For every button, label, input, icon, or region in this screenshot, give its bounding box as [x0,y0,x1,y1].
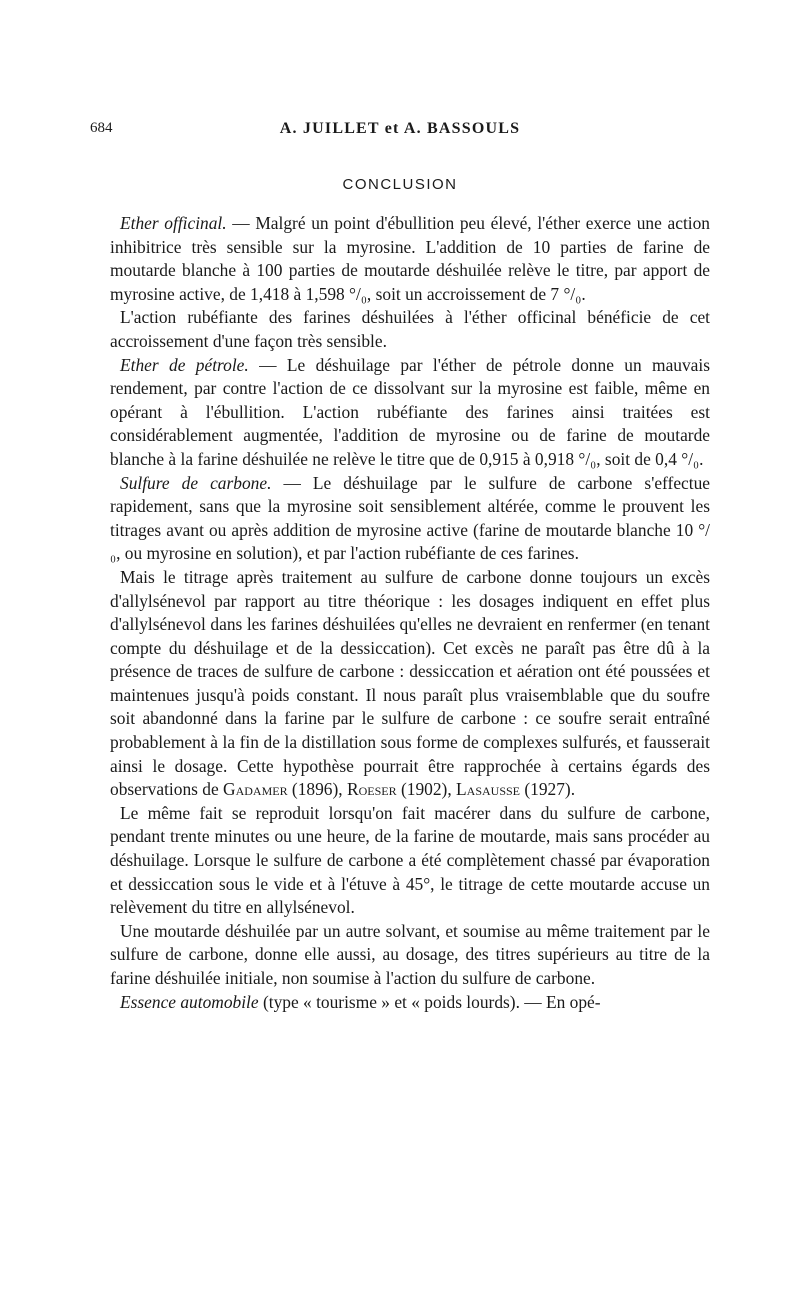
paragraph-text: Le même fait se reproduit lorsqu'on fait macérer dans du sulfure de carbone, pendant trente minutes ou une heure, de la farine de moutarde, mais sans procéder au déshuilage. Lorsque le sulfure de carbone a été complètement chassé par évaporation et dessiccation sous le vide et à l'étuve à 45°, le titrage de cette moutarde accuse un relèvement du titre en allylsénevol. [110,802,710,918]
paragraph-text: — Malgré un point d'ébullition peu élevé, l'éther exerce une action inhibitrice très sensible sur la myrosine. L'addition de 10 parties de farine de moutarde blanche à 100 parties de moutarde déshuilée relève le titre, par apport de myrosine active, de 1,418 à 1,598 °/₀, soit un accroissement de 7 °/₀. [110,213,711,304]
paragraph-autre-solvant [110,920,710,991]
author-reference: Roeser [347,779,397,800]
page-number: 684 [90,120,113,136]
paragraph-ether-petrole [110,354,710,472]
author-reference: Gadamer [223,779,288,800]
page-header [90,120,710,140]
author-reference: Lasausse [456,779,521,800]
paragraph-ether-officinal [110,212,710,306]
paragraph-action-rubefiante [110,306,710,353]
paragraph-sulfure-carbone [110,472,710,566]
paragraph-lead: Essence automobile [120,991,259,1012]
running-title: A. JUILLET et A. BASSOULS [279,120,521,137]
reference-year: (1896), [287,779,347,800]
section-heading: CONCLUSION [342,176,458,193]
paragraph-text: L'action rubéfiante des farines déshuilées à l'éther officinal bénéficie de cet accroissement d'une façon très sensible. [110,307,710,351]
paragraph-text: — Le déshuilage par l'éther de pétrole donne un mauvais rendement, par contre l'action de ce dissolvant sur la myrosine est faible, même en opérant à l'ébullition. L'action rubéfiante des farines ainsi traitées est considérablement augmentée, l'addition de myrosine ou de farine de moutarde blanche à la farine déshuilée ne relève le titre que de 0,915 à 0,918 °/₀, soit de 0,4 °/₀. [110,354,710,469]
body-text [110,212,710,1014]
paragraph-text: Une moutarde déshuilée par un autre solvant, et soumise au même traitement par le sulfure de carbone, donne elle aussi, au dosage, des titres supérieurs au titre de la farine déshuilée initiale, non soumise à l'action du sulfure de carbone. [110,920,710,988]
paragraph-lead: Ether de pétrole. [120,354,249,375]
paragraph-lead: Sulfure de carbone. [120,472,272,493]
paragraph-essence-automobile [110,991,710,1015]
reference-year: (1902), [396,779,457,800]
paragraph-meme-fait [110,802,710,920]
paragraph-text: Mais le titrage après traitement au sulfure de carbone donne toujours un excès d'allylsénevol par rapport au titre théorique : les dosages indiquent en effet plus d'allylsénevol dans les farines déshuilées qu'elles ne devraient en renfermer (en tenant compte du déshuilage et de la dessiccation). Cet excès ne paraît pas être dû à la présence de traces de sulfure de carbone : dessiccation et aération ont été poussées et maintenues jusqu'à poids constant. Il nous paraît plus vraisemblable que du soufre soit abandonné dans la farine par le sulfure de carbone : ce soufre serait entraîné probablement à la fin de la distillation sous forme de complexes sulfurés, et fausserait ainsi le dosage. Cette hypothèse pourrait être rapprochée à certains égards des observations de [110,566,710,800]
paragraph-lead: Ether officinal. [120,213,227,233]
reference-year: (1927). [520,779,576,800]
paragraph-text: (type « tourisme » et « poids lourds). — En opé- [258,991,601,1012]
paragraph-titrage [110,566,710,802]
paragraph-text: — Le déshuilage par le sulfure de carbone s'effectue rapidement, sans que la myrosine soit sensiblement altérée, comme le prouvent les titrages avant ou après addition de myrosine active (farine de moutarde blanche 10 °/₀, ou myrosine en solution), et par l'action rubéfiante de ces farines. [110,472,710,564]
